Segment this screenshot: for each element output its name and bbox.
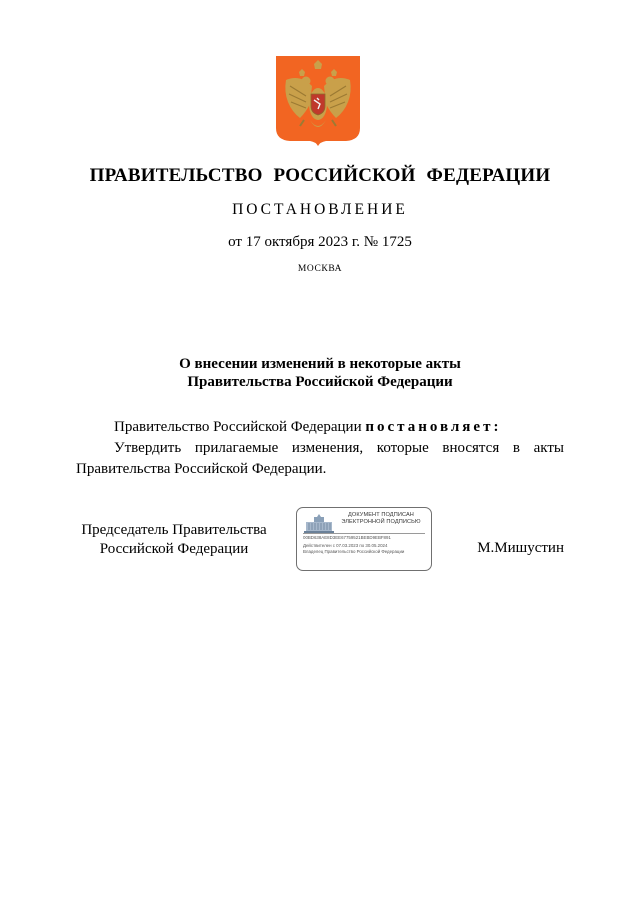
signer-position — [76, 521, 272, 559]
document-type: ПОСТАНОВЛЕНИЕ — [232, 201, 408, 218]
stamp-title-line-1: ДОКУМЕНТ ПОДПИСАН — [348, 512, 414, 518]
signer-name: М.Мишустин — [477, 540, 564, 556]
stamp-divider — [303, 533, 425, 534]
government-title: ПРАВИТЕЛЬСТВО РОССИЙСКОЙ ФЕДЕРАЦИИ — [89, 165, 551, 186]
preamble-paragraph — [76, 418, 564, 437]
signer-position-line-2: Российской Федерации — [99, 541, 249, 557]
document-date-number: от 17 октября 2023 г. № 1725 — [228, 234, 412, 250]
document-city: МОСКВА — [297, 264, 343, 274]
coat-of-arms-icon — [276, 56, 360, 146]
subject-line-1: О внесении изменений в некоторые акты — [179, 356, 461, 372]
stamp-title — [331, 512, 431, 526]
stamp-title-line-2: ЭЛЕКТРОННОЙ ПОДПИСЬЮ — [341, 519, 421, 525]
stamp-owner: Владелец Правительство Российской Федерации — [303, 549, 405, 554]
electronic-signature-stamp — [296, 507, 432, 571]
decision-paragraph: Утвердить прилагаемые изменения, которые вносятся в акты Правительства Российской Федерации. — [76, 440, 564, 477]
resolves-word: постановляет: — [365, 419, 502, 435]
subject-line-2: Правительства Российской Федерации — [187, 374, 453, 390]
preamble-text: Правительство Российской Федерации — [114, 419, 366, 435]
government-building-icon — [304, 513, 334, 533]
stamp-certificate: 00BD638AE8D3EE67759521BEBD9EBF891 — [303, 535, 391, 540]
signer-position-line-1: Председатель Правительства — [81, 522, 267, 538]
document-subject — [0, 355, 640, 391]
stamp-validity: Действителен с 07.03.2023 по 30.05.2024 — [303, 543, 388, 548]
